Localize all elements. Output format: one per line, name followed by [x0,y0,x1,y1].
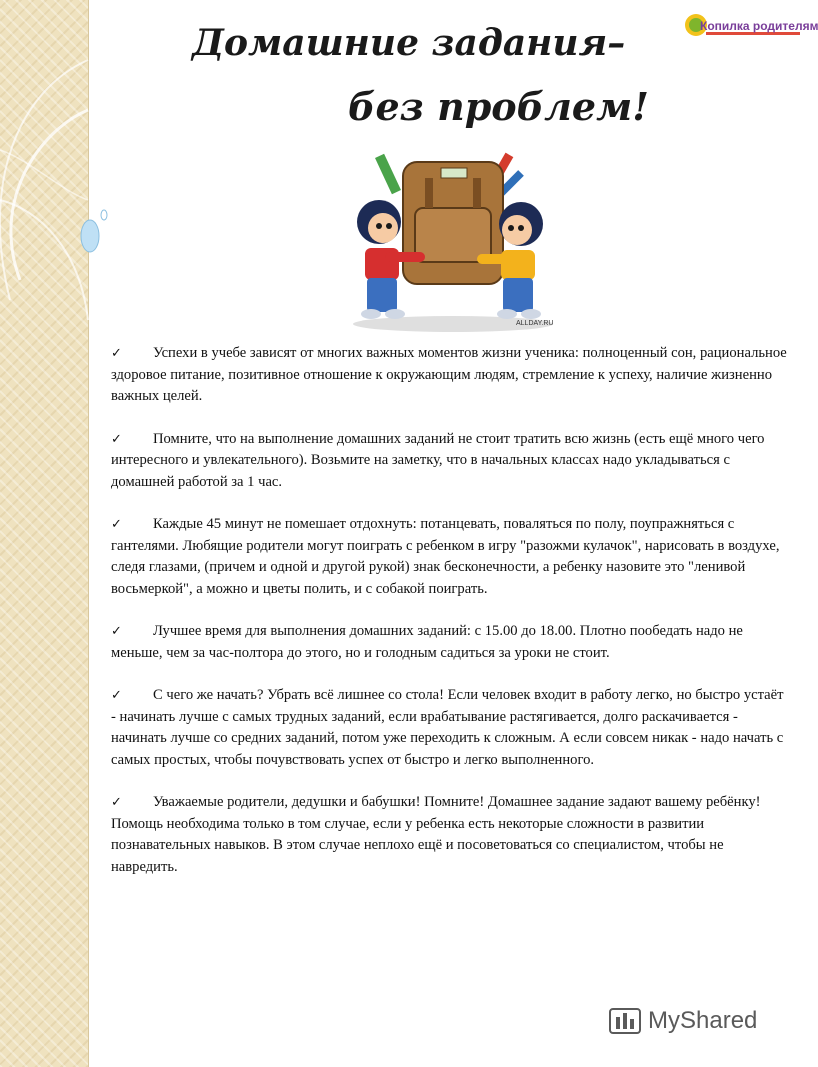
list-item: ✓ Помните, что на выполнение домашних заданий не стоит тратить всю жизнь (есть ещё много чего интересного и увлекательного). Возьмите на заметку, что в начальных классах надо укладываться с домашней работой за 1 час. [111,430,765,490]
check-icon: ✓ [111,795,122,810]
list-item: ✓ Каждые 45 минут не помешает отдохнуть: потанцевать, поваляться по полу, поупражняться с гантелями. Любящие родители могут поиграть с ребенком в игру "разожми кулачок", нарисовать в воздухе, следя глазами, (причем и одной и другой рукой) знак бесконечности, а ребенку назовите это "ленивой восьмеркой", а можно и цветы полить, и с собакой поиграть. [111,516,780,597]
page-title-line2: без проблем! [348,84,649,129]
check-icon: ✓ [111,431,122,447]
page-title-line1: Домашние задания– [192,22,626,64]
check-icon: ✓ [111,346,122,361]
watermark-text: MyShared [648,1007,758,1034]
check-icon: ✓ [111,688,122,703]
check-icon: ✓ [111,517,122,532]
decorative-sidebar [0,0,89,1067]
illustration-caption: ALLDAY.RU [516,320,554,327]
list-item: ✓ Успехи в учебе зависят от многих важных моментов жизни ученика: полноценный сон, рациональное здоровое питание, позитивное отношение к окружающим людям, стремление к успеху, наличие жизненно важных целей. [111,345,787,404]
list-item: ✓ С чего же начать? Убрать всё лишнее со стола! Если человек входит в работу легко, но быстро устаёт - начинать лучше с самых трудных заданий, если врабатывание растягивается, долго раскачивается - начинать лучше со средних заданий, потом уже переходить к сложным. А если совсем никак - надо начать с самых простых, чтобы почувствовать успех от быстро и легко выполненного. [111,687,784,768]
list-item: ✓ Лучшее время для выполнения домашних заданий: с 15.00 до 18.00. Плотно пообедать надо не меньше, чем за час-полтора до этого, но и голодным садиться за уроки не стоит. [111,623,743,661]
check-icon: ✓ [111,624,122,639]
sidebar-swirl-ornament [0,0,88,1067]
logo-text: Копилка родителям [700,19,818,33]
kids-with-backpack-illustration [345,148,560,333]
list-item: ✓ Уважаемые родители, дедушки и бабушки! Помните! Домашнее задание задают вашему ребёнку! Помощь необходима только в том случае, если у ребенка есть некоторые сложности в развитии познавательных навыков. В этом случае неплохо ещё и посоветоваться со специалистом, чтобы не навредить. [111,794,761,875]
bullet-list [111,343,791,899]
